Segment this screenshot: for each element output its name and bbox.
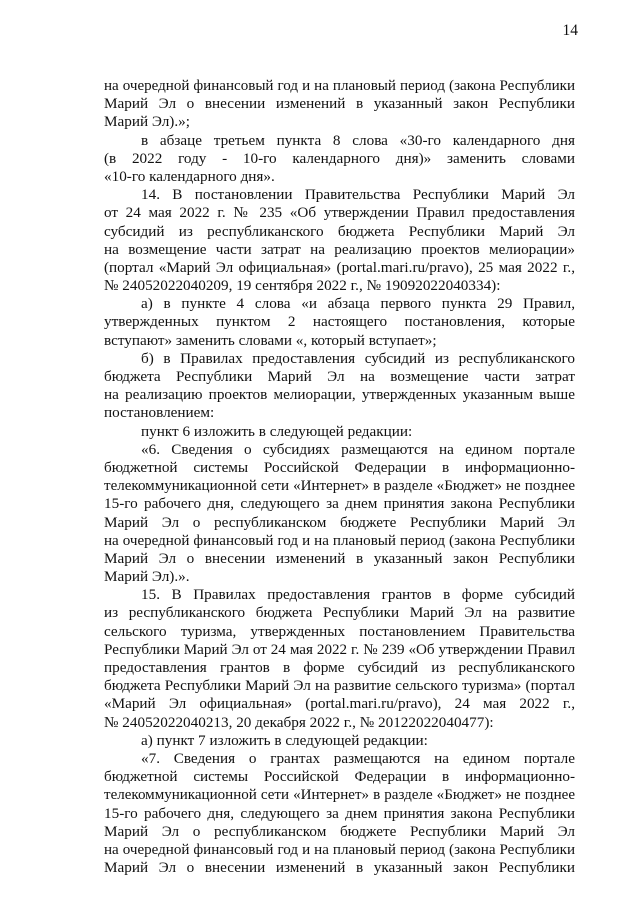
- text-line: Марий Эл о внесении изменений в указанный закон Республики: [104, 859, 575, 877]
- text-line: Республики Марий Эл от 24 мая 2022 г. № 239 «Об утверждении Правил: [104, 641, 575, 658]
- text-line: «Марий Эл официальная» (portal.mari.ru/pravo), 24 мая 2022 г.,: [104, 695, 575, 713]
- text-line: сельского туризма, утвержденных постановлением Правительства: [104, 622, 575, 640]
- text-line: бюджетной системы Российской Федерации в информационно-: [104, 768, 575, 786]
- text-line: № 24052022040213, 20 декабря 2022 г., № 20122022040477):: [104, 713, 494, 731]
- text-line: пункт 6 изложить в следующей редакции:: [141, 422, 413, 440]
- text-line: «6. Сведения о субсидиях размещаются на едином портале: [141, 440, 575, 458]
- text-line: Марий Эл).»;: [104, 113, 190, 131]
- text-line: Марий Эл о республиканском бюджете Республики Марий Эл: [104, 822, 575, 840]
- text-line: на очередной финансовый год и на плановый период (закона Республики: [104, 78, 575, 94]
- text-line: на очередной финансовый год и на плановый период (закона Республики: [104, 841, 575, 858]
- text-line: Марий Эл о внесении изменений в указанный закон Республики: [104, 95, 575, 113]
- text-line: в абзаце третьем пункта 8 слова «30-го календарного дня: [141, 131, 575, 149]
- text-line: утвержденных пунктом 2 настоящего постановления, которые: [104, 313, 575, 331]
- text-line: на реализацию проектов мелиорации, утвержденных указанным выше: [104, 386, 575, 404]
- text-line: 15-го рабочего дня, следующего за днем принятия закона Республики: [104, 804, 575, 822]
- text-line: Марий Эл о внесении изменений в указанный закон Республики: [104, 549, 575, 567]
- text-line: от 24 мая 2022 г. № 235 «Об утверждении Правил предоставления: [104, 204, 575, 222]
- text-line: Марий Эл о республиканском бюджете Республики Марий Эл: [104, 513, 575, 531]
- text-line: 15. В Правилах предоставления грантов в форме субсидий: [141, 586, 575, 604]
- text-line: вступают» заменить словами «, который вступает»;: [104, 331, 437, 349]
- text-line: а) в пункте 4 слова «и абзаца первого пункта 29 Правил,: [141, 295, 575, 313]
- text-line: на возмещение части затрат на реализацию проектов мелиорации»: [104, 240, 575, 258]
- text-line: (в 2022 году - 10-го календарного дня)» заменить словами: [104, 149, 575, 167]
- text-line: постановлением:: [104, 404, 215, 422]
- text-line: «7. Сведения о грантах размещаются на едином портале: [141, 749, 575, 767]
- text-line: телекоммуникационной сети «Интернет» в разделе «Бюджет» не позднее: [104, 478, 575, 495]
- text-line: (портал «Марий Эл официальная» (portal.mari.ru/pravo), 25 мая 2022 г.,: [104, 258, 575, 276]
- text-line: 15-го рабочего дня, следующего за днем принятия закона Республики: [104, 495, 575, 513]
- document-body: [104, 77, 575, 877]
- text-line: на очередной финансовый год и на плановый период (закона Республики: [104, 532, 575, 549]
- text-line: бюджета Республики Марий Эл на развитие сельского туризма» (портал: [104, 677, 575, 695]
- text-line: Марий Эл).».: [104, 568, 190, 586]
- text-line: № 24052022040209, 19 сентября 2022 г., № 19092022040334):: [104, 277, 501, 295]
- text-line: телекоммуникационной сети «Интернет» в разделе «Бюджет» не позднее: [104, 787, 575, 804]
- text-line: б) в Правилах предоставления субсидий из республиканского: [141, 349, 575, 367]
- text-line: предоставления грантов в форме субсидий из республиканского: [104, 659, 575, 676]
- text-line: бюджетной системы Российской Федерации в информационно-: [104, 458, 575, 476]
- text-line: 14. В постановлении Правительства Республики Марий Эл: [141, 186, 575, 204]
- page-number: 14: [562, 22, 578, 39]
- text-line: а) пункт 7 изложить в следующей редакции:: [141, 731, 428, 749]
- text-line: субсидий из республиканского бюджета Республики Марий Эл: [104, 222, 575, 240]
- text-line: бюджета Республики Марий Эл на возмещение части затрат: [104, 368, 575, 385]
- text-line: «10-го календарного дня».: [104, 167, 275, 185]
- text-line: из республиканского бюджета Республики Марий Эл на развитие: [104, 604, 575, 622]
